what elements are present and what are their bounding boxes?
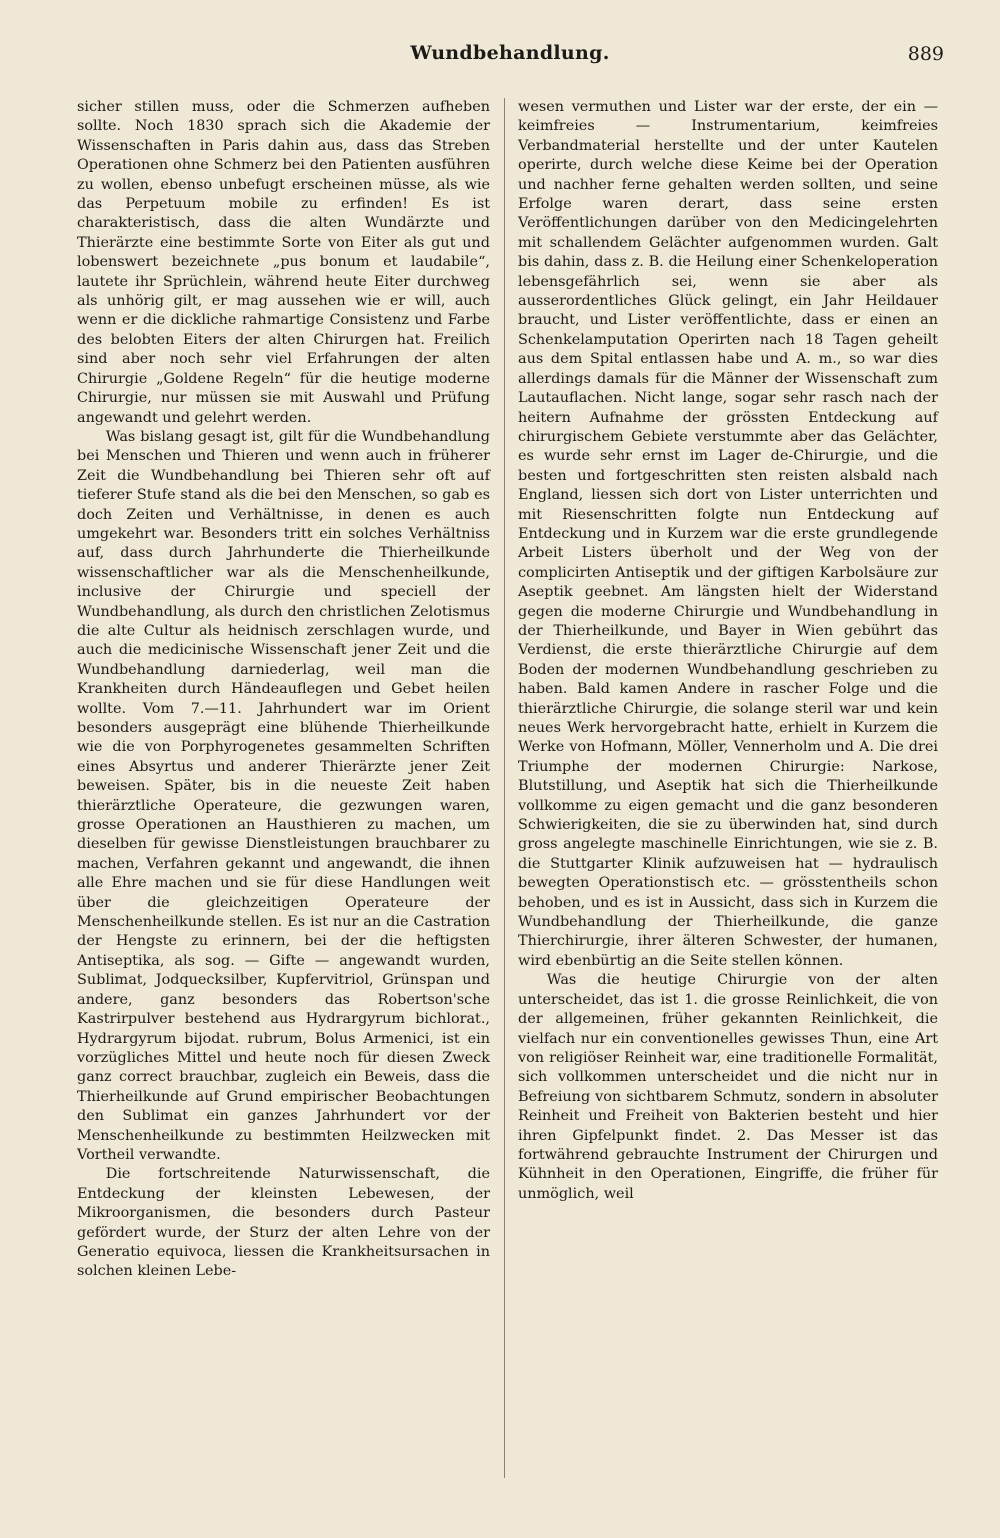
paragraph: Was die heutige Chirurgie von der alten unterscheidet, das ist 1. die grosse Reinlichkeit, die von der allgemeinen, früher gekannten Reinlichkeit, die vielfach nur ein conventionelles gewisses Thun, eine Art von religiöser Reinheit war, eine traditionelle Formalität, sich vollkommen unterscheidet und die nicht nur in Befreiung von sichtbarem Schmutz, sondern in absoluter Reinheit und Freiheit von Bakterien besteht und hier ihren Gipfelpunkt findet. 2. Das Messer ist das fortwährend gebrauchte Instrument der Chirurgen und Kühnheit in den Operationen, Eingriffe, die früher für unmöglich, weil bbox=[518, 972, 938, 1202]
paragraph: wesen vermuthen und Lister war der erste, der ein — keimfreies — Instrumentarium, keimfreies Verbandmaterial herstellte und der unter Kautelen operirte, durch welche diese Keime bei der Operation und nachher ferne gehalten werden sollten, und seine Erfolge waren derart, dass seine ersten Veröffentlichungen darüber von den Medicingelehrten mit schallendem Gelächter aufgenommen wurden. Galt bis dahin, dass z. B. die Heilung einer Schenkeloperation lebensgefährlich sei, wenn sie aber als ausserordentliches Glück gelingt, ein Jahr Heildauer braucht, und Lister veröffentlichte, dass er einen an Schenkelamputation Operirten nach 18 Tagen geheilt aus dem Spital entlassen habe und A. m., so war dies allerdings damals für die Männer der Wissenschaft zum Lautauflachen. Nicht lange, sogar sehr rasch nach der heitern Aufnahme der grössten Entdeckung auf chirurgischem Gebiete verstummte aber das Gelächter, es wurde sehr ernst im Lager de-Chirurgie, und die besten und fortgeschritten sten reisten alsbald nach England, liessen sich dort von Lister unterrichten und mit Riesenschritten folgte nun Entdeckung auf Entdeckung und in Kurzem war die erste grundlegende Arbeit Listers überholt und der Weg von der complicirten Antiseptik und der giftigen Karbolsäure zur Aseptik geebnet. Am längsten hielt der Widerstand gegen die moderne Chirurgie und Wundbehandlung in der Thierheilkunde, und Bayer in Wien gebührt das Verdienst, die erste thierärztliche Chirurgie auf dem Boden der modernen Wundbehandlung geschrieben zu haben. Bald kamen Andere in rascher Folge und die thierärztliche Chirurgie, die solange steril war und kein neues Werk hervorgebracht hatte, erhielt in Kurzem die Werke von Hofmann, Möller, Vennerholm und A. Die drei Triumphe der modernen Chirurgie: Narkose, Blutstillung, und Aseptik hat sich die Thierheilkunde vollkomme zu eigen gemacht und die ganz besonderen Schwierigkeiten, die sie zu überwinden hat, sind durch gross angelegte maschinelle Einrichtungen, wie sie z. B. die Stuttgarter Klinik aufzuweisen hat — hydraulisch bewegten Operationstisch etc. — grösstentheils schon behoben, und es ist in Aussicht, dass sich in Kurzem die Wundbehandlung der Thierheilkunde, die ganze Thierchirurgie, ihrer älteren Schwester, der humanen, wird ebenbürtig an die Seite stellen können. bbox=[518, 99, 938, 969]
page-number: 889 bbox=[907, 43, 944, 65]
column-divider bbox=[504, 98, 505, 1478]
running-head bbox=[76, 42, 944, 72]
left-column bbox=[77, 98, 490, 1282]
right-column bbox=[518, 98, 938, 1204]
page-title: Wundbehandlung. bbox=[410, 42, 610, 64]
paragraph: sicher stillen muss, oder die Schmerzen aufheben sollte. Noch 1830 sprach sich die Akademie der Wissenschaften in Paris dahin aus, dass das Streben Operationen ohne Schmerz bei den Patienten ausführen zu wollen, ebenso unbefugt erscheinen müsse, als wie das Perpetuum mobile zu erfinden! Es ist charakteristisch, dass die alten Wundärzte und Thierärzte eine bestimmte Sorte von Eiter als gut und lobenswert bezeichnete „pus bonum et laudabile“, lautete ihr Sprüchlein, während heute Eiter durchweg als unhörig gilt, er mag aussehen wie er will, auch wenn er die dickliche rahmartige Consistenz und Farbe des belobten Eiters der alten Chirurgen hat. Freilich sind aber noch sehr viel Erfahrungen der alten Chirurgie „Goldene Regeln“ für die heutige moderne Chirurgie, nur müssen sie mit Auswahl und Prüfung angewandt und gelehrt werden. bbox=[77, 99, 490, 426]
paragraph: Die fortschreitende Naturwissenschaft, die Entdeckung der kleinsten Lebewesen, der Mikroorganismen, die besonders durch Pasteur gefördert wurde, der Sturz der alten Lehre von der Generatio equivoca, liessen die Krankheitsursachen in solchen kleinen Lebe- bbox=[77, 1166, 490, 1280]
paragraph: Was bislang gesagt ist, gilt für die Wundbehandlung bei Menschen und Thieren und wenn auch in früherer Zeit die Wundbehandlung bei Thieren sehr oft auf tieferer Stufe stand als die bei den Menschen, so gab es doch Zeiten und Verhältnisse, in denen es auch umgekehrt war. Besonders tritt ein solches Verhältniss auf, dass durch Jahrhunderte die Thierheilkunde wissenschaftlicher war als die Menschenheilkunde, inclusive der Chirurgie und speciell der Wundbehandlung, als durch den christlichen Zelotismus die alte Cultur als heidnisch zerschlagen wurde, und auch die medicinische Wissenschaft jener Zeit und die Wundbehandlung darniederlag, weil man die Krankheiten durch Händeauflegen und Gebet heilen wollte. Vom 7.—11. Jahrhundert war im Orient besonders ausgeprägt eine blühende Thierheilkunde wie die von Porphyrogenetes gesammelten Schriften eines Absyrtus und anderer Thierärzte jener Zeit beweisen. Später, bis in die neueste Zeit haben thierärztliche Operateure, die gezwungen waren, grosse Operationen an Hausthieren zu machen, um dieselben für gewisse Dienstleistungen brauchbarer zu machen, Verfahren gekannt und angewandt, die ihnen alle Ehre machen und sie für diese Handlungen weit über die gleichzeitigen Operateure der Menschenheilkunde stellen. Es ist nur an die Castration der Hengste zu erinnern, bei der die heftigsten Antiseptika, als sog. — Gifte — angewandt wurden, Sublimat, Jodquecksilber, Kupfervitriol, Grünspan und andere, ganz besonders das Robertson'sche Kastrirpulver bestehend aus Hydrargyrum bichlorat., Hydrargyrum bijodat. rubrum, Bolus Armenici, ist ein vorzügliches Mittel und heute noch für diesen Zweck ganz correct brauchbar, zugleich ein Beweis, dass die Thierheilkunde auf Grund empirischer Beobachtungen den Sublimat ein ganzes Jahrhundert vor der Menschenheilkunde zu bestimmten Heilzwecken mit Vortheil verwandte. bbox=[77, 428, 490, 1163]
